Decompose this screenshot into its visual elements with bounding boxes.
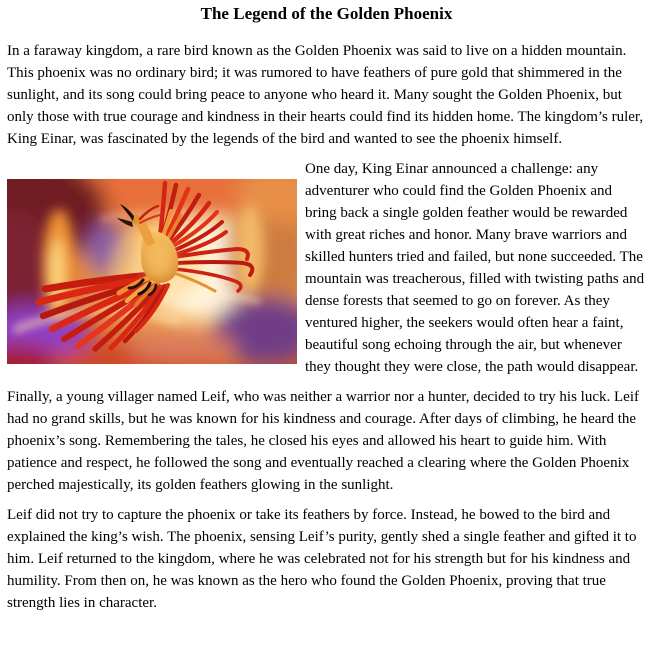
paragraph-text: In a faraway kingdom, a rare bird known as the Golden Phoenix was said to live on a hidden mountain. This phoenix was no ordinary bird; it was rumored to have feathers of pure gold that shimmered in the sunlight, and its song could bring peace to anyone who heard it. Many sought the Golden Phoenix, but only those with true courage and kindness in their hearts could find its hidden home. The kingdom’s ruler, King Einar, was fascinated by the legends of the bird and wanted to see the phoenix himself. (7, 43, 644, 147)
phoenix-image (7, 179, 297, 364)
story-paragraph (7, 40, 646, 150)
paragraph-text: Finally, a young villager named Leif, who was neither a warrior nor a hunter, decided to try his luck. Leif had no grand skills, but he was known for his kindness and courage. After days of climbing, he heard the phoenix’s song. Remembering the tales, he closed his eyes and allowed his heart to guide him. With patience and respect, he followed the song and eventually reached a clearing where the Golden Phoenix perched majestically, its golden feathers glowing in the sunlight. (7, 389, 639, 493)
paragraph-text: One day, King Einar announced a challenge: any adventurer who could find the Golden Phoenix and bring back a single golden feather would be rewarded with great riches and honor. Many brave warriors and skilled hunters tried and failed, but none succeeded. The mountain was treacherous, filled with twisting paths and dense forests that seemed to go on forever. As they ventured higher, the seekers would often hear a faint, beautiful song echoing through the air, but whenever they thought they were close, the path would disappear. (305, 161, 645, 375)
story-paragraph (7, 386, 646, 496)
story-paragraph (7, 158, 646, 378)
paragraph-text: Leif did not try to capture the phoenix or take its feathers by force. Instead, he bowed to the bird and explained the king’s wish. The phoenix, sensing Leif’s purity, gently shed a single feather and gifted it to him. Leif returned to the kingdom, where he was celebrated not for his strength but for his kindness and humility. From then on, he was known as the hero who found the Golden Phoenix, proving that true strength lies in character. (7, 507, 637, 611)
document-page (7, 3, 646, 614)
story-paragraph (7, 504, 646, 614)
phoenix-illustration (7, 179, 297, 364)
page-title: The Legend of the Golden Phoenix (200, 4, 453, 23)
